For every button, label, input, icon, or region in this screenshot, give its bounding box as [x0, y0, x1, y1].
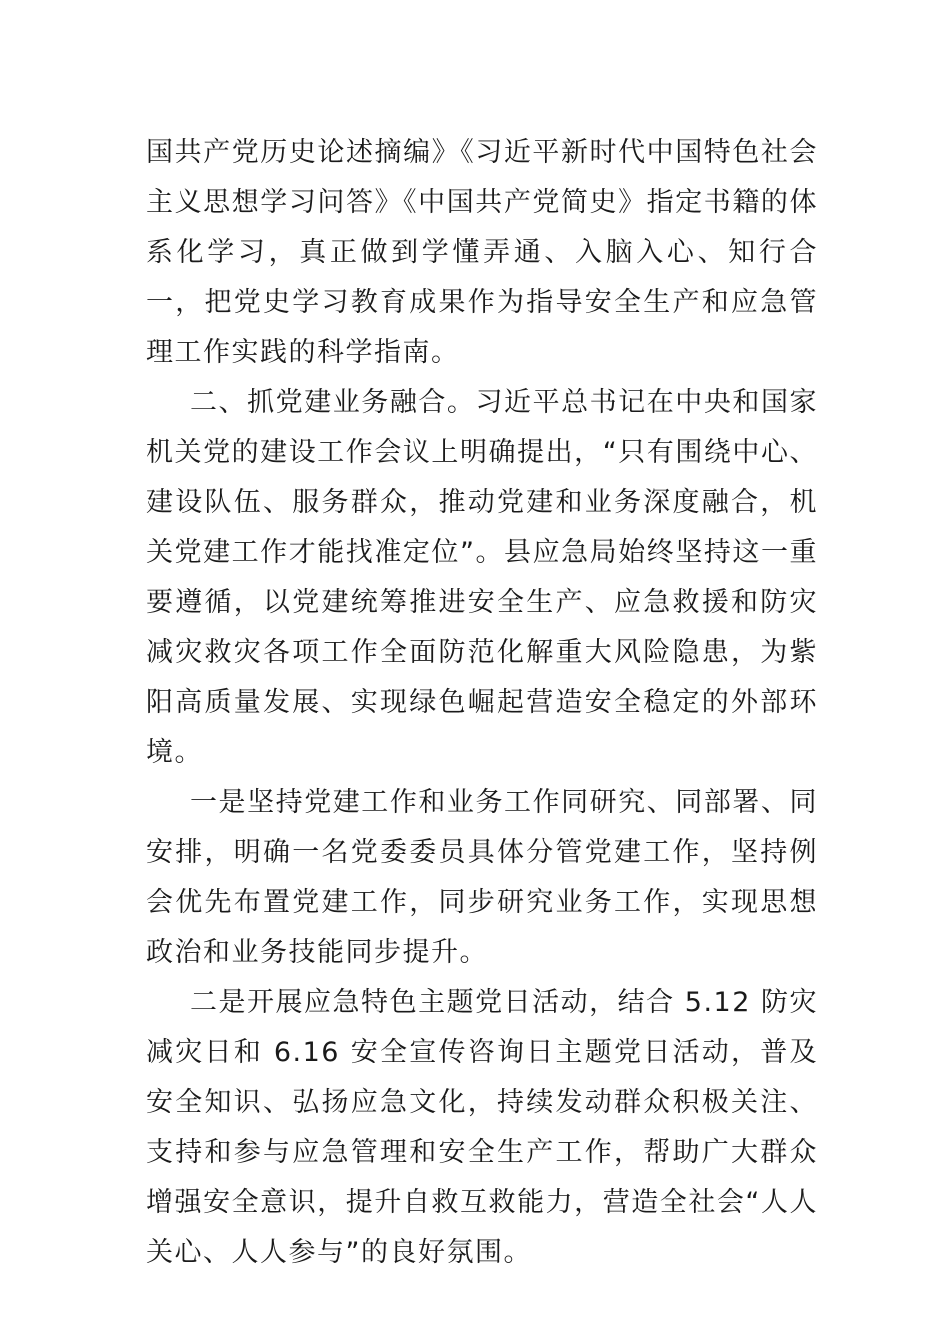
document-body — [146, 128, 818, 1278]
paragraph-study-books: 国共产党历史论述摘编》《习近平新时代中国特色社会主义思想学习问答》《中国共产党简史》指定书籍的体系化学习，真正做到学懂弄通、入脑入心、知行合一，把党史学习教育成果作为指导安全生产和应急管理工作实践的科学指南。 — [146, 137, 818, 368]
paragraph-themed-activities: 二是开展应急特色主题党日活动，结合 5.12 防灾减灾日和 6.16 安全宣传咨询日主题党日活动，普及安全知识、弘扬应急文化，持续发动群众积极关注、支持和参与应急管理和安全生产工作，帮助广大群众增强安全意识，提升自救互救能力，营造全社会“人人关心、人人参与”的良好氛围。 — [146, 987, 818, 1268]
paragraph-party-business-integration: 二、抓党建业务融合。习近平总书记在中央和国家机关党的建设工作会议上明确提出，“只有围绕中心、建设队伍、服务群众，推动党建和业务深度融合，机关党建工作才能找准定位”。县应急局始终坚持这一重要遵循，以党建统筹推进安全生产、应急救援和防灾减灾救灾各项工作全面防范化解重大风险隐患，为紫阳高质量发展、实现绿色崛起营造安全稳定的外部环境。 — [146, 387, 818, 768]
paragraph-joint-planning: 一是坚持党建工作和业务工作同研究、同部署、同安排，明确一名党委委员具体分管党建工作，坚持例会优先布置党建工作，同步研究业务工作，实现思想政治和业务技能同步提升。 — [146, 787, 818, 968]
